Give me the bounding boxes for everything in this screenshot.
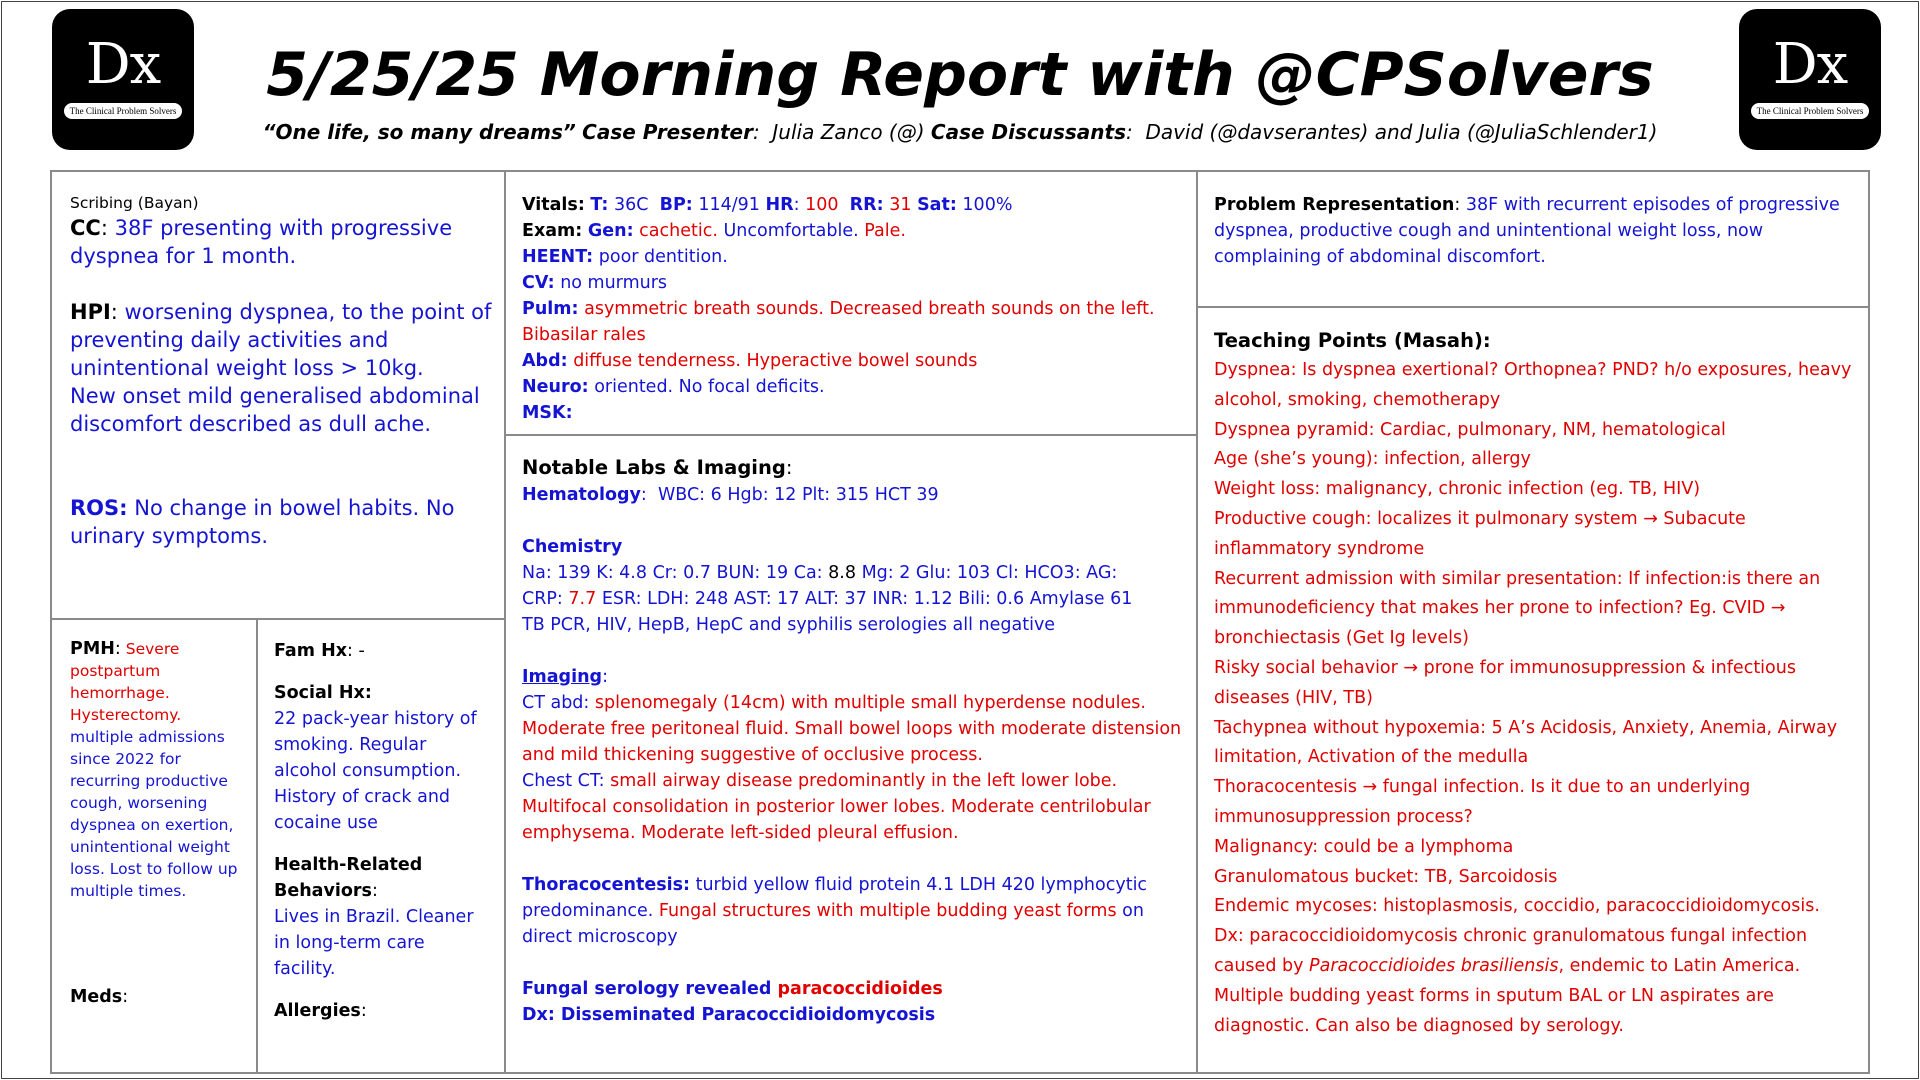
gen-value: cachetic. [639, 221, 718, 241]
chest-ct-finding: emphysema. Moderate left-sided pleural effusion. [522, 823, 959, 843]
imaging-label: Imaging [522, 667, 603, 687]
thora-finding: Fungal structures with multiple budding yeast forms [658, 901, 1117, 921]
report-grid [50, 170, 1870, 1074]
hpi-line: worsening dyspnea, to the point of [124, 300, 492, 324]
teaching-panel [1214, 326, 1866, 1041]
labs-panel: Notable Labs & Imaging: Hematology: WBC: 6 Hgb: 12 Plt: 315 HCT 39 Chemistry Na: 139 K: 4.8 Cr: 0.7 BUN: 19 Ca: 8.8 Mg: 2 Glu: 103 Cl: HCO3: AG: CRP: 7.7 ESR: LDH: 248 AST: 17 ALT: 37 INR: 1.12 Bili: 0.6 Amylase 61 TB PCR, HIV, HepB, HepC and syphilis serologies all negative Imaging: CT abd: splenomegaly (14cm) with multiple small hyperdense nodules. Moderate free peritoneal fluid. Small bowel loops with moderate distension and mild thickening suggestive of occlusive process. Chest CT: small airway disease predominantly in the left lower lobe. Multifocal consolidation in posterior lower lobes. Moderate centrilobular emphysema. Moderate left-sided pleural effusion. Thoracocentesis: turbid yellow fluid protein 4.1 LDH 420 lymphocytic predominance. Fungal structures with multiple budding yeast forms on direct microscopy Fungal serology revealed paracoccidioides Dx: Disseminated Paracoccidioidomycosis [522, 454, 1192, 1028]
hematology-label: Hematology [522, 485, 641, 505]
teaching-text: caused by [1214, 955, 1304, 976]
divider [504, 434, 1196, 436]
fam-value: - [358, 641, 365, 661]
labs-title: Notable Labs & Imaging [522, 456, 786, 479]
case-subtitle: “One life, so many dreams” Case Presenter: Julia Zanco (@) Case Discussants: David (@davserantes) and Julia (@JuliaSchlender1) [262, 120, 1658, 144]
teaching-point: limitation, Activation of the medulla [1214, 747, 1529, 768]
teaching-point: Productive cough: localizes it pulmonary system → Subacute [1214, 508, 1746, 529]
teaching-point: alcohol, smoking, chemotherapy [1214, 389, 1501, 410]
teaching-point: diagnostic. Can also be diagnosed by serology. [1214, 1015, 1624, 1036]
pmh-line: Severe [125, 640, 180, 658]
hpi-line: New onset mild generalised abdominal [70, 384, 480, 408]
chest-ct-label: Chest CT: [522, 771, 605, 791]
divider [1196, 306, 1870, 308]
teaching-point: Tachypnea without hypoxemia: 5 A’s Acidosis, Anxiety, Anemia, Airway [1214, 717, 1838, 738]
fungal-value: paracoccidioides [777, 979, 943, 999]
teaching-point: Endemic mycoses: histoplasmosis, coccidio, paracoccidioidomycosis. [1214, 896, 1820, 917]
chem-values: Na: 139 K: 4.8 Cr: 0.7 BUN: 19 Ca: [522, 563, 823, 583]
social-line: smoking. Regular [274, 735, 427, 755]
pmh-line: postpartum [70, 662, 161, 680]
meds-section: Meds: [70, 987, 129, 1007]
organism-name: Paracoccidioides brasiliensis [1309, 955, 1559, 976]
teaching-point: Dyspnea pyramid: Cardiac, pulmonary, NM, hematological [1214, 419, 1726, 440]
vitals-label: Vitals: [522, 195, 585, 215]
social-line: cocaine use [274, 813, 378, 833]
hpi-line: unintentional weight loss > 10kg. [70, 356, 424, 380]
abd-label: Abd: [522, 351, 568, 371]
crp-value: 7.7 [568, 589, 597, 609]
teaching-point: Thoracocentesis → fungal infection. Is it due to an underlying [1214, 777, 1751, 798]
logo-text: Dx [1772, 32, 1848, 97]
cv-value: no murmurs [560, 273, 668, 293]
chest-ct-finding: small airway disease predominantly in the left lower lobe. [610, 771, 1118, 791]
scribe: Scribing (Bayan) [70, 194, 199, 212]
problem-label: Problem Representation [1214, 195, 1455, 215]
hpi-label: HPI [70, 300, 111, 324]
ros-line: urinary symptoms. [70, 524, 269, 548]
logo-text: Dx [85, 32, 161, 97]
calcium-value: 8.8 [828, 563, 856, 583]
t-value: 36C [613, 195, 649, 215]
teaching-point: Risky social behavior → prone for immunosuppression & infectious [1214, 657, 1796, 678]
divider [52, 618, 504, 620]
pulm-label: Pulm: [522, 299, 579, 319]
teaching-point: Age (she’s young): infection, allergy [1214, 449, 1531, 470]
teaching-point: Malignancy: could be a lymphoma [1214, 836, 1514, 857]
health-label: Behaviors [274, 881, 372, 901]
teaching-point: Recurrent admission with similar presentation: If infection:is there an [1214, 568, 1821, 589]
exam-label: Exam: [522, 221, 583, 241]
pmh-label: PMH [70, 639, 115, 659]
hematology-value: WBC: 6 Hgb: 12 Plt: 315 HCT 39 [657, 485, 939, 505]
social-panel: Fam Hx: - Social Hx: 22 pack-year history of smoking. Regular alcohol consumption. History of crack and cocaine use Health-Related Behaviors: Lives in Brazil. Cleaner in long-term care facility. Allergies: [274, 638, 500, 1024]
discussants-label: Case Discussants [930, 120, 1126, 144]
rr-value: 31 [889, 195, 912, 215]
cv-label: CV: [522, 273, 555, 293]
teaching-point [1214, 952, 1866, 982]
thora-finding: predominance. [522, 901, 654, 921]
presenter: Julia Zanco (@) [772, 120, 925, 144]
pmh-line: unintentional weight [70, 838, 230, 856]
ct-abd-label: CT abd: [522, 693, 590, 713]
chem-values: Mg: 2 Glu: 103 Cl: HCO3: AG: [861, 563, 1118, 583]
social-line: alcohol consumption. [274, 761, 462, 781]
pmh-line: dyspnea on exertion, [70, 816, 234, 834]
neuro-value: oriented. No focal deficits. [594, 377, 825, 397]
teaching-title: Teaching Points (Masah): [1214, 329, 1491, 352]
gen-label: Gen: [587, 221, 634, 241]
hr-value: 100 [805, 195, 839, 215]
case-name: “One life, so many dreams” [262, 120, 576, 144]
teaching-point: Multiple budding yeast forms in sputum BAL or LN aspirates are [1214, 985, 1774, 1006]
discussants: David (@davserantes) and Julia (@JuliaSchlender1) [1145, 120, 1658, 144]
diagnosis: Dx: Disseminated Paracoccidioidomycosis [522, 1005, 936, 1025]
bp-label: BP: [659, 195, 693, 215]
social-line: History of crack and [274, 787, 451, 807]
problem-line: 38F with recurrent episodes of progressive [1465, 195, 1840, 215]
fungal-label: Fungal serology revealed [522, 979, 772, 999]
ct-abd-finding: and mild thickening suggestive of occlusive process. [522, 745, 983, 765]
neuro-label: Neuro: [522, 377, 589, 397]
social-label: Social Hx: [274, 683, 372, 703]
health-line: Lives in Brazil. Cleaner [274, 907, 474, 927]
cc-panel: Scribing (Bayan) CC: 38F presenting with progressive dyspnea for 1 month. HPI: worsening dyspnea, to the point of preventing daily activities and unintentional weight loss > 10kg. New onset mild generalised abdominal discomfort described as dull ache. ROS: No change in bowel habits. No urinary symptoms. [70, 192, 500, 550]
ct-abd-finding: Moderate free peritoneal fluid. Small bowel loops with moderate distension [522, 719, 1182, 739]
chemistry-label: Chemistry [522, 537, 623, 557]
allergies-label: Allergies [274, 1001, 361, 1021]
pmh-line: cough, worsening [70, 794, 208, 812]
sat-label: Sat: [917, 195, 957, 215]
teaching-point: Weight loss: malignancy, chronic infection (eg. TB, HIV) [1214, 479, 1701, 500]
pmh-line: Hysterectomy. [70, 706, 182, 724]
crp-label: CRP: [522, 589, 563, 609]
cc-line: dyspnea for 1 month. [70, 244, 297, 268]
pulm-value: Bibasilar rales [522, 325, 646, 345]
gen-value: Pale. [864, 221, 906, 241]
pulm-value: asymmetric breath sounds. Decreased breath sounds on the left. [584, 299, 1155, 319]
health-line: facility. [274, 959, 336, 979]
teaching-point: diseases (HIV, TB) [1214, 687, 1373, 708]
thora-finding: on [1122, 901, 1144, 921]
meds-label: Meds [70, 987, 123, 1007]
pmh-panel: PMH: Severe postpartum hemorrhage. Hysterectomy. multiple admissions since 2022 for recurring productive cough, worsening dyspnea on exertion, unintentional weight loss. Lost to follow up multiple times. [70, 638, 252, 902]
heent-value: poor dentition. [598, 247, 728, 267]
hr-label: HR [765, 195, 794, 215]
t-label: T: [590, 195, 609, 215]
chem-values: ESR: LDH: 248 AST: 17 ALT: 37 INR: 1.12 Bili: 0.6 Amylase 61 [601, 589, 1133, 609]
sat-value: 100% [962, 195, 1013, 215]
thora-finding: direct microscopy [522, 927, 678, 947]
ros-label: ROS: [70, 496, 128, 520]
msk-label: MSK: [522, 403, 573, 423]
chest-ct-finding: Multifocal consolidation in posterior lower lobes. Moderate centrilobular [522, 797, 1151, 817]
health-label: Health-Related [274, 855, 423, 875]
health-line: in long-term care [274, 933, 425, 953]
cc-line: 38F presenting with progressive [114, 216, 453, 240]
divider [256, 620, 258, 1072]
page-title: 5/25/25 Morning Report with @CPSolvers [266, 40, 1654, 110]
problem-line: dyspnea, productive cough and unintentional weight loss, now [1214, 221, 1764, 241]
ct-abd-finding: splenomegaly (14cm) with multiple small hyperdense nodules. [594, 693, 1146, 713]
thora-finding: turbid yellow fluid protein 4.1 LDH 420 lymphocytic [695, 875, 1148, 895]
fam-label: Fam Hx [274, 641, 347, 661]
rr-label: RR: [849, 195, 884, 215]
logo-subtitle: The Clinical Problem Solvers [1751, 103, 1870, 119]
thora-label: Thoracocentesis: [522, 875, 691, 895]
hpi-line: preventing daily activities and [70, 328, 389, 352]
vitals-panel: Vitals: T: 36C BP: 114/91 HR: 100 RR: 31 Sat: 100% Exam: Gen: cachetic. Uncomfortable. Pale. HEENT: poor dentition. CV: no murmurs Pulm: asymmetric breath sounds. Decreased breath sounds on the left. Bibasilar rales Abd: diffuse tenderness. Hyperactive bowel sounds Neuro: oriented. No focal deficits. MSK: [522, 192, 1192, 426]
pmh-line: multiple times. [70, 882, 187, 900]
teaching-point: Dx: paracoccidioidomycosis chronic granulomatous fungal infection [1214, 926, 1808, 947]
teaching-point: immunosuppression process? [1214, 806, 1473, 827]
teaching-point: Granulomatous bucket: TB, Sarcoidosis [1214, 866, 1558, 887]
problem-line: complaining of abdominal discomfort. [1214, 247, 1546, 267]
pmh-line: hemorrhage. [70, 684, 170, 702]
teaching-text: , endemic to Latin America. [1558, 955, 1801, 976]
teaching-point: immunodeficiency that makes her prone to infection? Eg. CVID → [1214, 598, 1786, 619]
bp-value: 114/91 [698, 195, 760, 215]
teaching-point: inflammatory syndrome [1214, 538, 1425, 559]
gen-value: Uncomfortable. [723, 221, 859, 241]
serology-results: TB PCR, HIV, HepB, HepC and syphilis serologies all negative [522, 615, 1056, 635]
logo-right [1739, 9, 1881, 150]
problem-panel: Problem Representation: 38F with recurrent episodes of progressive dyspnea, productive cough and unintentional weight loss, now complaining of abdominal discomfort. [1214, 192, 1866, 270]
pmh-line: multiple admissions [70, 728, 225, 746]
divider [504, 172, 506, 1072]
hpi-line: discomfort described as dull ache. [70, 412, 431, 436]
pmh-line: since 2022 for [70, 750, 181, 768]
heent-label: HEENT: [522, 247, 594, 267]
social-line: 22 pack-year history of [274, 709, 477, 729]
ros-line: No change in bowel habits. No [134, 496, 455, 520]
cc-label: CC [70, 216, 101, 240]
presenter-label: Case Presenter [582, 120, 753, 144]
teaching-point: Dyspnea: Is dyspnea exertional? Orthopnea? PND? h/o exposures, heavy [1214, 360, 1852, 380]
pmh-line: recurring productive [70, 772, 228, 790]
pmh-line: loss. Lost to follow up [70, 860, 238, 878]
teaching-point: bronchiectasis (Get Ig levels) [1214, 628, 1469, 649]
logo-subtitle: The Clinical Problem Solvers [64, 103, 183, 119]
abd-value: diffuse tenderness. Hyperactive bowel sounds [573, 351, 978, 371]
